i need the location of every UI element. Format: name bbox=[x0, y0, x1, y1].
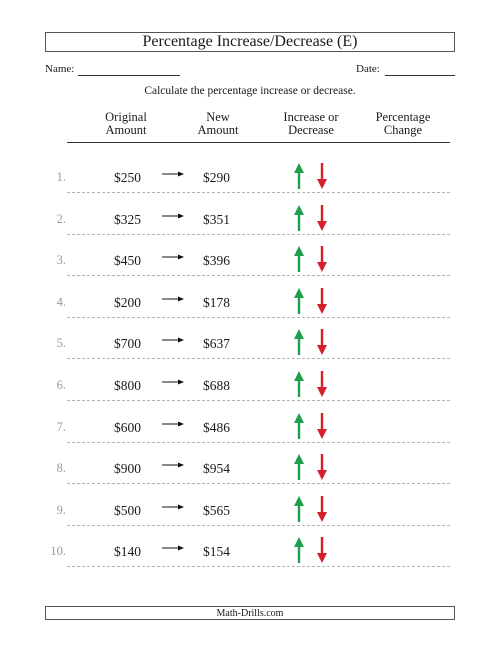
new-amount: $290 bbox=[203, 170, 230, 185]
row-separator bbox=[67, 483, 450, 484]
problem-number: 10. bbox=[50, 544, 66, 559]
problem-number: 6. bbox=[56, 378, 66, 392]
original-amount: $450 bbox=[114, 253, 141, 269]
header-original-line2: Amount bbox=[105, 123, 147, 137]
problem-row bbox=[0, 413, 500, 455]
problem-row bbox=[0, 329, 500, 371]
up-arrow-icon[interactable] bbox=[293, 454, 305, 480]
problem-number: 5. bbox=[56, 336, 66, 351]
header-percentage-change bbox=[364, 111, 442, 137]
header-original-line1: Original bbox=[105, 110, 147, 124]
problem-number: 4. bbox=[56, 294, 66, 309]
down-arrow-icon[interactable] bbox=[316, 454, 328, 480]
up-arrow-icon[interactable] bbox=[293, 537, 305, 563]
row-separator bbox=[67, 275, 450, 276]
problem-number: 8. bbox=[56, 461, 66, 476]
problem-row bbox=[0, 163, 500, 205]
up-arrow-icon[interactable] bbox=[293, 288, 305, 314]
problem-row bbox=[0, 246, 500, 288]
right-arrow-icon bbox=[162, 543, 184, 553]
row-separator bbox=[67, 566, 450, 567]
up-arrow-icon[interactable] bbox=[293, 496, 305, 522]
new-amount: $351 bbox=[203, 211, 230, 227]
right-arrow-icon bbox=[162, 211, 184, 221]
name-label: Name: bbox=[45, 63, 75, 75]
up-arrow-icon[interactable] bbox=[293, 329, 305, 355]
header-direction-line1: Increase or bbox=[283, 110, 339, 124]
right-arrow-icon bbox=[162, 335, 184, 345]
header-original-amount bbox=[96, 111, 156, 137]
row-separator bbox=[67, 192, 450, 193]
header-divider bbox=[67, 142, 450, 143]
date-label: Date: bbox=[356, 63, 380, 75]
name-field[interactable] bbox=[78, 75, 180, 76]
footer-credit: Math-Drills.com bbox=[45, 606, 455, 620]
new-amount: $954 bbox=[203, 461, 230, 477]
problem-row bbox=[0, 288, 500, 330]
original-amount: $700 bbox=[114, 336, 141, 352]
original-amount: $800 bbox=[114, 378, 141, 393]
new-amount: $178 bbox=[203, 294, 230, 310]
down-arrow-icon[interactable] bbox=[316, 537, 328, 563]
date-field[interactable] bbox=[385, 75, 455, 76]
row-separator bbox=[67, 234, 450, 235]
down-arrow-icon[interactable] bbox=[316, 329, 328, 355]
original-amount: $600 bbox=[114, 419, 141, 435]
new-amount: $637 bbox=[203, 336, 230, 352]
problem-row bbox=[0, 537, 500, 579]
original-amount: $200 bbox=[114, 294, 141, 310]
problem-row bbox=[0, 454, 500, 496]
new-amount: $565 bbox=[203, 502, 230, 518]
right-arrow-icon bbox=[162, 377, 184, 387]
problem-row bbox=[0, 205, 500, 247]
original-amount: $250 bbox=[114, 170, 141, 185]
header-direction-line2: Decrease bbox=[288, 123, 334, 137]
header-new-line2: Amount bbox=[197, 123, 239, 137]
new-amount: $154 bbox=[203, 544, 230, 560]
new-amount: $396 bbox=[203, 253, 230, 269]
header-percent-line2: Change bbox=[383, 123, 423, 137]
original-amount: $500 bbox=[114, 502, 141, 518]
right-arrow-icon bbox=[162, 169, 184, 179]
problem-number: 9. bbox=[56, 502, 66, 517]
header-new-line1: New bbox=[206, 110, 230, 124]
row-separator bbox=[67, 400, 450, 401]
new-amount: $688 bbox=[203, 378, 230, 393]
up-arrow-icon[interactable] bbox=[293, 205, 305, 231]
down-arrow-icon[interactable] bbox=[316, 246, 328, 272]
right-arrow-icon bbox=[162, 502, 184, 512]
header-new-amount bbox=[188, 111, 248, 137]
down-arrow-icon[interactable] bbox=[316, 163, 328, 189]
original-amount: $325 bbox=[114, 211, 141, 227]
up-arrow-icon[interactable] bbox=[293, 163, 305, 189]
down-arrow-icon[interactable] bbox=[316, 413, 328, 439]
problem-number: 1. bbox=[56, 170, 66, 184]
right-arrow-icon bbox=[162, 419, 184, 429]
header-increase-or-decrease bbox=[270, 111, 352, 137]
instructions: Calculate the percentage increase or decrease. bbox=[144, 85, 356, 97]
up-arrow-icon[interactable] bbox=[293, 371, 305, 397]
problem-number: 2. bbox=[56, 211, 66, 226]
problem-number: 3. bbox=[56, 253, 66, 268]
original-amount: $900 bbox=[114, 461, 141, 477]
header-percent-line1: Percentage bbox=[375, 110, 431, 124]
down-arrow-icon[interactable] bbox=[316, 371, 328, 397]
down-arrow-icon[interactable] bbox=[316, 496, 328, 522]
worksheet-title: Percentage Increase/Decrease (E) bbox=[45, 32, 455, 52]
right-arrow-icon bbox=[162, 252, 184, 262]
row-separator bbox=[67, 358, 450, 359]
problem-row bbox=[0, 371, 500, 413]
up-arrow-icon[interactable] bbox=[293, 413, 305, 439]
row-separator bbox=[67, 442, 450, 443]
right-arrow-icon bbox=[162, 460, 184, 470]
original-amount: $140 bbox=[114, 544, 141, 560]
down-arrow-icon[interactable] bbox=[316, 288, 328, 314]
up-arrow-icon[interactable] bbox=[293, 246, 305, 272]
right-arrow-icon bbox=[162, 294, 184, 304]
new-amount: $486 bbox=[203, 419, 230, 435]
row-separator bbox=[67, 525, 450, 526]
problem-row bbox=[0, 496, 500, 538]
row-separator bbox=[67, 317, 450, 318]
down-arrow-icon[interactable] bbox=[316, 205, 328, 231]
problem-number: 7. bbox=[56, 419, 66, 434]
